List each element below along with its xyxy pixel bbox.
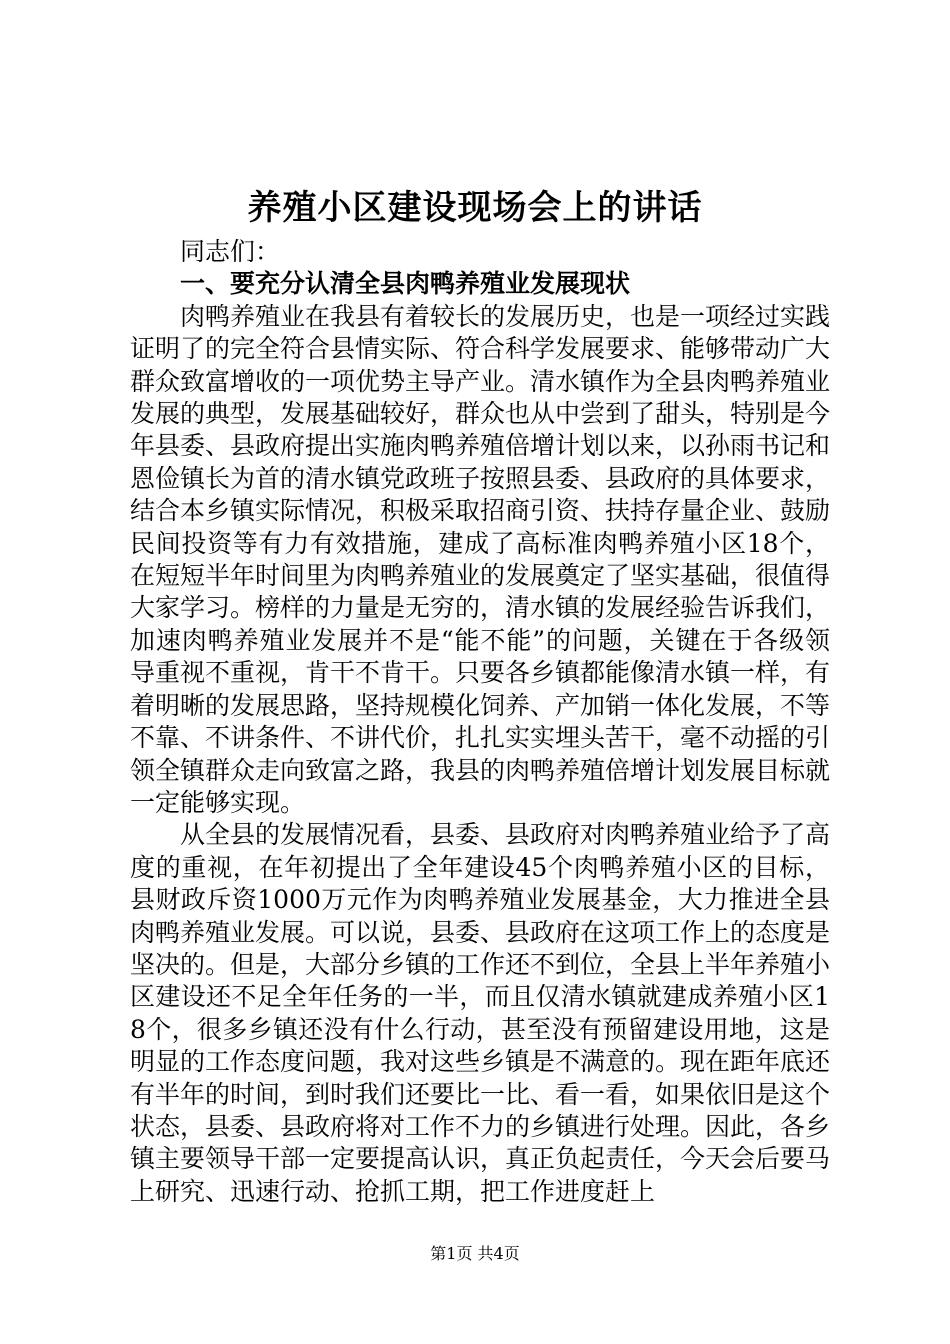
paragraph: 肉鸭养殖业在我县有着较长的发展历史，也是一项经过实践证明了的完全符合县情实际、符合科学发展要求、能够带动广大群众致富增收的一项优势主导产业。清水镇作为全县肉鸭养殖业发展的典型，发展基础较好，群众也从中尝到了甜头，特别是今年县委、县政府提出实施肉鸭养殖倍增计划以来，以孙雨书记和恩俭镇长为首的清水镇党政班子按照县委、县政府的具体要求，结合本乡镇实际情况，积极采取招商引资、扶持存量企业、鼓励民间投资等有力有效措施，建成了高标准肉鸭养殖小区18个，在短短半年时间里为肉鸭养殖业的发展奠定了坚实基础，很值得大家学习。榜样的力量是无穷的，清水镇的发展经验告诉我们，加速肉鸭养殖业发展并不是“能不能”的问题，关键在于各级领导重视不重视，肯干不肯干。只要各乡镇都能像清水镇一样，有着明晰的发展思路，坚持规模化饲养、产加销一体化发展，不等不靠、不讲条件、不讲代价，扎扎实实埋头苦干，毫不动摇的引领全镇群众走向致富之路，我县的肉鸭养殖倍增计划发展目标就一定能够实现。 xyxy=(130,301,831,817)
document-body xyxy=(130,236,830,1208)
section-heading: 一、要充分认清全县肉鸭养殖业发展现状 xyxy=(180,269,631,299)
salutation: 同志们： xyxy=(180,237,281,266)
paragraph: 从全县的发展情况看，县委、县政府对肉鸭养殖业给予了高度的重视，在年初提出了全年建设45个肉鸭养殖小区的目标，县财政斥资1000万元作为肉鸭养殖业发展基金，大力推进全县肉鸭养殖业发展。可以说，县委、县政府在这项工作上的态度是坚决的。但是，大部分乡镇的工作还不到位，全县上半年养殖小区建设还不足全年任务的一半，而且仅清水镇就建成养殖小区18个，很多乡镇还没有什么行动，甚至没有预留建设用地，这是明显的工作态度问题，我对这些乡镇是不满意的。现在距年底还有半年的时间，到时我们还要比一比、看一看，如果依旧是这个状态，县委、县政府将对工作不力的乡镇进行处理。因此，各乡镇主要领导干部一定要提高认识，真正负起责任，今天会后要马上研究、迅速行动、抢抓工期，把工作进度赶上 xyxy=(130,820,831,1206)
document-title: 养殖小区建设现场会上的讲话 xyxy=(247,188,703,228)
page-number-footer: 第1页 共4页 xyxy=(430,1244,520,1263)
